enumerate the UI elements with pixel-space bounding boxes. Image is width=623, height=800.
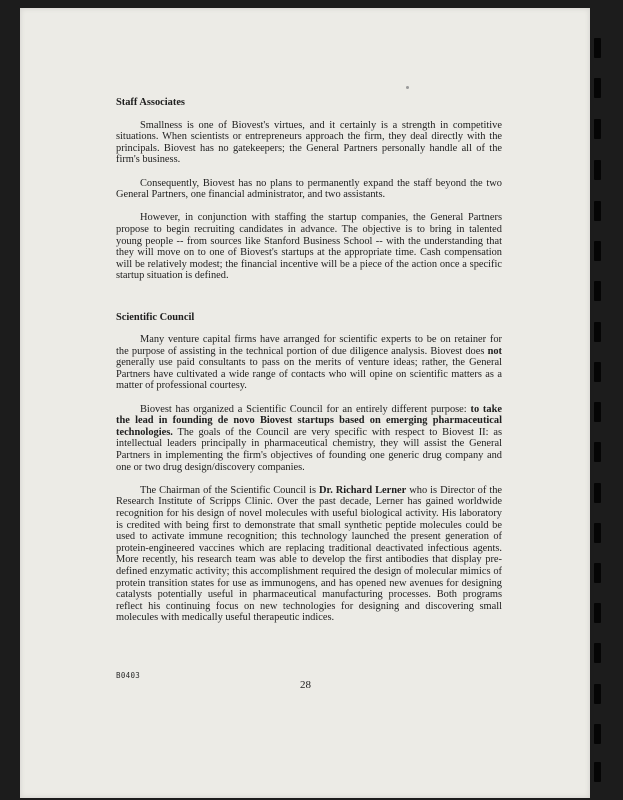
text-run: Many venture capital firms have arranged for scientific experts to be on retainer for the purpose of assisting in the technical portion of due diligence analysis. Biovest does <box>116 334 502 357</box>
paragraph: Consequently, Biovest has no plans to permanently expand the staff beyond the two General Partners, one financial administrator, and two assistants. <box>116 177 502 201</box>
text-run: The Chairman of the Scientific Council is <box>140 484 320 496</box>
paragraph: Smallness is one of Biovest's virtues, and it certainly is a strength in competitive situations. When scientists or entrepreneurs approach the firm, they deal directly with the principals. Biovest has no gatekeepers; the General Partners personally handle all of the firm's business. <box>116 119 502 166</box>
paragraph <box>116 485 502 624</box>
text-run: The goals of the Council are very specific with respect to Biovest II: as intellectual leaders principally in pharmaceutical chemistry, they will assist the General Partners in implementing the firm's objectives of founding one generic drug company and one or two drug design/discovery companies. <box>116 426 502 473</box>
dust-speck <box>406 86 409 89</box>
text-run: who is Director of the Research Institute of Scripps Clinic. Over the past decade, Lerner has gained worldwide recognition for his design of novel molecules with useful biological activity. His laboratory is credited with being first to demonstrate that small synthetic peptide molecules could be used to activate immune recognition; this technology launched the present generation of protein-engineered vaccines which are replacing traditional deactivated infectious agents. More recently, his research team was able to develop the first antibodies that display pre-defined enzymatic activity; this accomplishment required the design of molecular mimics of protein transition states for use as immunogens, and has opened new avenues for designing catalysts potentially useful in pharmaceutical manufacturing processes. Both programs reflect his continuing focus on new technologies for designing and discovering small molecules with medically useful therapeutic indices. <box>116 484 503 624</box>
paragraph <box>116 334 502 392</box>
paragraph <box>116 404 502 474</box>
binder-hole <box>594 281 601 301</box>
binder-hole <box>594 724 601 744</box>
binder-hole <box>594 201 601 221</box>
page-number: 28 <box>300 679 311 691</box>
binder-hole <box>594 78 601 98</box>
binder-hole <box>594 762 601 782</box>
binder-hole <box>594 362 601 382</box>
binder-hole <box>594 483 601 503</box>
document-id: B0403 <box>116 671 141 680</box>
document-body <box>116 97 502 624</box>
binder-hole <box>594 322 601 342</box>
binder-hole <box>594 603 601 623</box>
section-heading-staff-associates: Staff Associates <box>116 97 185 108</box>
binder-hole <box>594 684 601 704</box>
binder-hole <box>594 241 601 261</box>
section-heading-scientific-council: Scientific Council <box>116 311 195 323</box>
binder-holes <box>594 0 604 800</box>
paragraph: However, in conjunction with staffing the startup companies, the General Partners propose to begin recruiting candidates in advance. The objective is to bring in talented young people -- from sources like Stanford Business School -- with the understanding that they will move on to one of Biovest's startups at the appropriate time. Cash compensation will be relatively modest; the financial incentive will be a piece of the action once a specific startup situation is defined. <box>116 212 502 282</box>
text-run: Biovest has organized a Scientific Council for an entirely different purpose: <box>140 403 471 415</box>
binder-hole <box>594 160 601 180</box>
binder-hole <box>594 119 601 139</box>
binder-hole <box>594 402 601 422</box>
text-run: generally use paid consultants to pass on the merits of venture ideas; rather, the General Partners have cultivated a wide range of contacts who will opine on scientific matters as a matter of professional courtesy. <box>116 357 502 392</box>
binder-hole <box>594 563 601 583</box>
emphasized-text: not <box>487 345 502 357</box>
emphasized-text: Dr. Richard Lerner <box>319 484 407 496</box>
emphasized-text: to take the lead in founding de novo Biovest startups based on emerging pharmaceutical technologies. <box>116 403 502 438</box>
binder-hole <box>594 643 601 663</box>
binder-hole <box>594 38 601 58</box>
binder-hole <box>594 523 601 543</box>
binder-hole <box>594 442 601 462</box>
